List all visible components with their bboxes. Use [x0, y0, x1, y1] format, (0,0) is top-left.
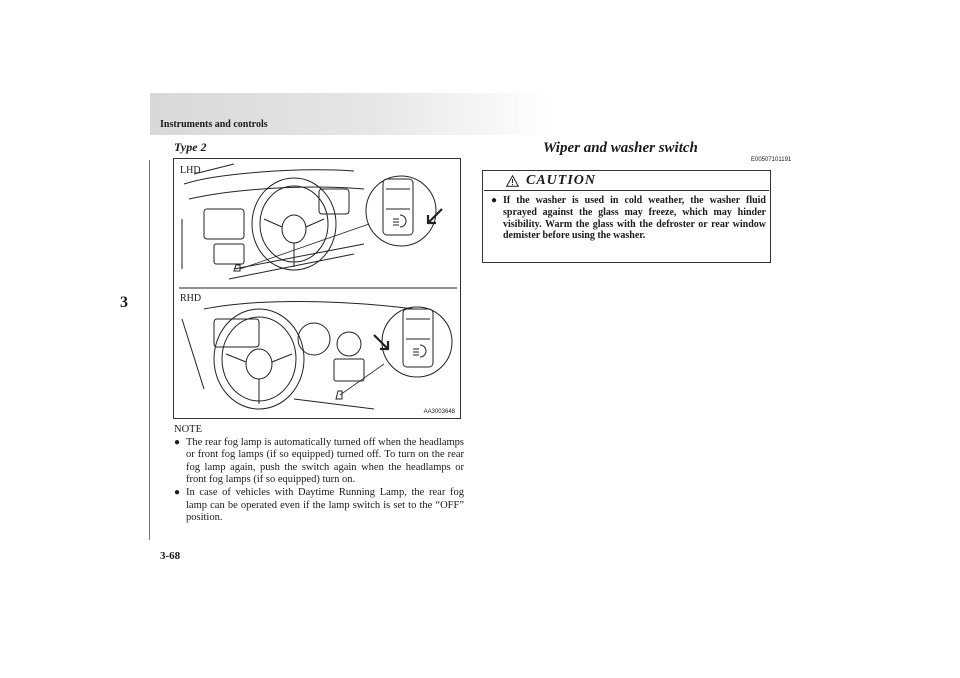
note-text: In case of vehicles with Daytime Running Lamp, the rear fog lamp can be operated even if the lamp switch is set to the “OFF” position. [186, 486, 464, 524]
caution-box [482, 170, 771, 263]
bullet-icon: ● [491, 195, 498, 206]
caution-label: CAUTION [526, 173, 597, 188]
section-title: Wiper and washer switch [543, 140, 698, 156]
note-item [174, 487, 464, 525]
section-code: E00507101191 [751, 157, 792, 163]
fog-lamp-switch-figure [173, 158, 461, 419]
section-number: 3 [120, 294, 128, 311]
rhd-label: RHD [180, 293, 202, 304]
note-text: The rear fog lamp is automatically turned off when the headlamps or front fog lamps (if so equipped) turned off. To turn on the rear fog lamp again, push the switch again when the headlamps or front fog lamps (if so equipped) turn on. [186, 436, 464, 486]
caution-header [484, 172, 769, 191]
side-rule [149, 160, 150, 540]
dashboard-illustration [174, 159, 461, 419]
note-block [174, 424, 464, 525]
lhd-label: LHD [180, 165, 201, 176]
page-number: 3-68 [160, 550, 181, 562]
bullet-icon: ● [174, 486, 181, 498]
warning-triangle-icon [506, 175, 519, 187]
note-item [174, 437, 464, 487]
header-title: Instruments and controls [160, 119, 268, 130]
caution-text [491, 195, 766, 242]
caution-body-text: If the washer is used in cold weather, the washer fluid sprayed against the glass may freeze, which may hinder visibility. Warm the glass with the defroster or rear window demister before using the washer. [503, 195, 766, 242]
type-label: Type 2 [174, 140, 207, 154]
note-title: NOTE [174, 424, 202, 435]
figure-code: AA3003648 [423, 409, 455, 415]
bullet-icon: ● [174, 436, 181, 448]
